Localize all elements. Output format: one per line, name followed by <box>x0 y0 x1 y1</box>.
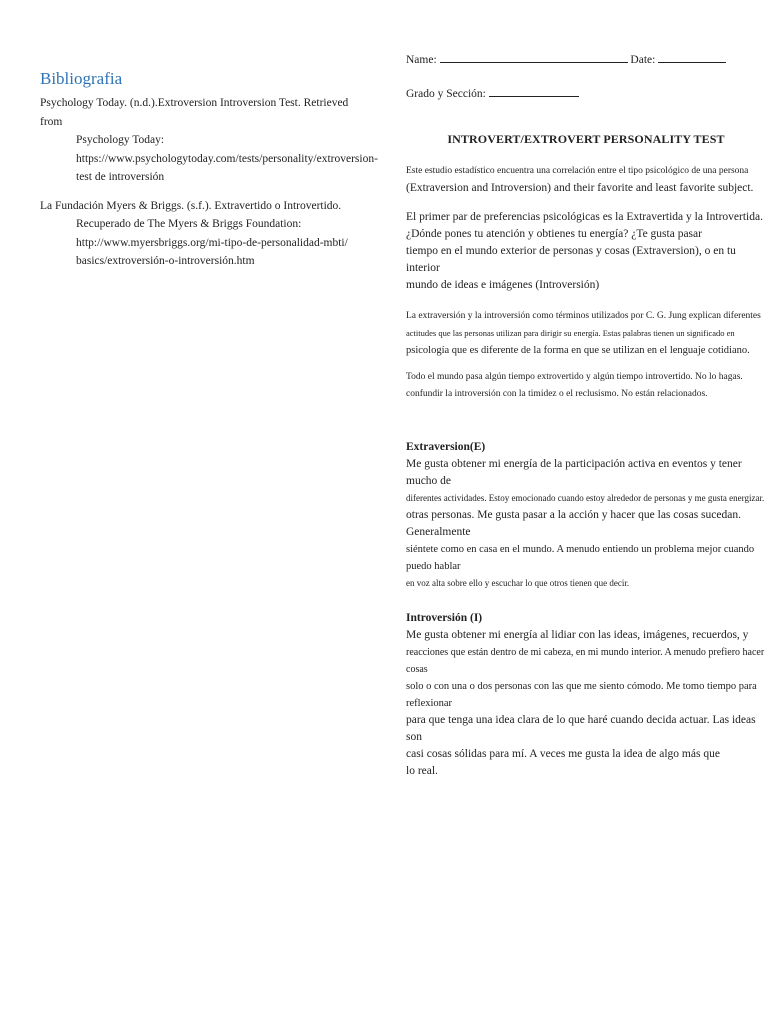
text-line: lo real. <box>406 765 438 777</box>
introversion-heading: Introversión (I) <box>406 612 483 624</box>
text-line: otras personas. Me gusta pasar a la acción y hacer que las cosas sucedan. Generalmente <box>406 509 741 538</box>
grade-label: Grado y Sección: <box>406 88 486 100</box>
text-line: casi cosas sólidas para mí. A veces me gusta la idea de algo más que <box>406 748 720 760</box>
text-line: diferentes actividades. Estoy emocionado cuando estoy alrededor de personas y me gusta energizar. <box>406 493 765 503</box>
extraversion-section <box>406 439 766 592</box>
text-line: El primer par de preferencias psicológicas es la Extravertida y la Introvertida. <box>406 211 763 223</box>
name-blank[interactable] <box>440 50 628 63</box>
date-blank[interactable] <box>658 50 726 63</box>
name-label: Name: <box>406 54 437 66</box>
preferences-paragraph <box>406 209 766 294</box>
reference-line: http://www.myersbriggs.org/mi-tipo-de-personalidad-mbti/ <box>76 236 348 249</box>
text-line: Este estudio estadístico encuentra una correlación entre el tipo psicológico de una persona <box>406 166 749 176</box>
introversion-section <box>406 610 766 780</box>
reference-first-line: La Fundación Myers & Briggs. (s.f.). Extravertido o Introvertido. <box>40 199 342 212</box>
text-line: actitudes que las personas utilizan para dirigir su energía. Estas palabras tienen un significado en <box>406 328 735 338</box>
reference-line: test de introversión <box>76 171 165 183</box>
text-line: confundir la introversión con la timidez o el reclusismo. No están relacionados. <box>406 389 708 399</box>
text-line: siéntete como en casa en el mundo. A menudo entiendo un problema mejor cuando puedo hablar <box>406 544 755 572</box>
bibliography-section <box>40 68 378 281</box>
reference-first-line: Psychology Today. (n.d.).Extroversion Introversion Test. Retrieved from <box>40 97 349 128</box>
intro-paragraph <box>406 163 766 197</box>
text-line: en voz alta sobre ello y escuchar lo que otros tienen que decir. <box>406 578 630 588</box>
text-line: reacciones que están dentro de mi cabeza, en mi mundo interior. A menudo prefiero hacer cosas <box>406 647 765 675</box>
text-line: (Extraversion and Introversion) and their favorite and least favorite subject. <box>406 182 754 194</box>
reference-entry <box>40 197 370 271</box>
text-line: mundo de ideas e imágenes (Introversión) <box>406 279 600 291</box>
date-label: Date: <box>630 54 656 66</box>
text-line: Me gusta obtener mi energía de la participación activa en eventos y tener mucho de <box>406 458 742 487</box>
everyone-paragraph <box>406 369 766 403</box>
name-date-line <box>406 50 766 70</box>
reference-line: basics/extroversión-o-introversión.htm <box>76 255 255 267</box>
text-line: tiempo en el mundo exterior de personas y cosas (Extraversion), o en tu interior <box>406 245 736 274</box>
bibliography-heading: Bibliografia <box>40 69 123 88</box>
text-line: Me gusta obtener mi energía al lidiar con las ideas, imágenes, recuerdos, y <box>406 629 749 641</box>
reference-line: https://www.psychologytoday.com/tests/personality/extroversion- <box>76 152 378 165</box>
reference-line: Psychology Today: <box>76 134 165 146</box>
jung-paragraph <box>406 308 766 359</box>
reference-entry <box>40 94 378 187</box>
extraversion-heading: Extraversion(E) <box>406 441 486 453</box>
text-line: ¿Dónde pones tu atención y obtienes tu energía? ¿Te gusta pasar <box>406 228 702 240</box>
test-section <box>406 50 766 780</box>
reference-line: Recuperado de The Myers & Briggs Foundation: <box>76 218 302 230</box>
grade-line <box>406 84 766 104</box>
text-line: Todo el mundo pasa algún tiempo extrovertido y algún tiempo introvertido. No lo hagas. <box>406 372 743 382</box>
text-line: La extraversión y la introversión como términos utilizados por C. G. Jung explican diferentes <box>406 311 761 321</box>
test-title: INTROVERT/EXTROVERT PERSONALITY TEST <box>447 132 725 146</box>
grade-blank[interactable] <box>489 84 579 97</box>
text-line: para que tenga una idea clara de lo que haré cuando decida actuar. Las ideas son <box>406 714 756 743</box>
text-line: psicología que es diferente de la forma en que se utilizan en el lenguaje cotidiano. <box>406 345 750 356</box>
text-line: solo o con una o dos personas con las que me siento cómodo. Me tomo tiempo para reflexionar <box>406 681 757 709</box>
